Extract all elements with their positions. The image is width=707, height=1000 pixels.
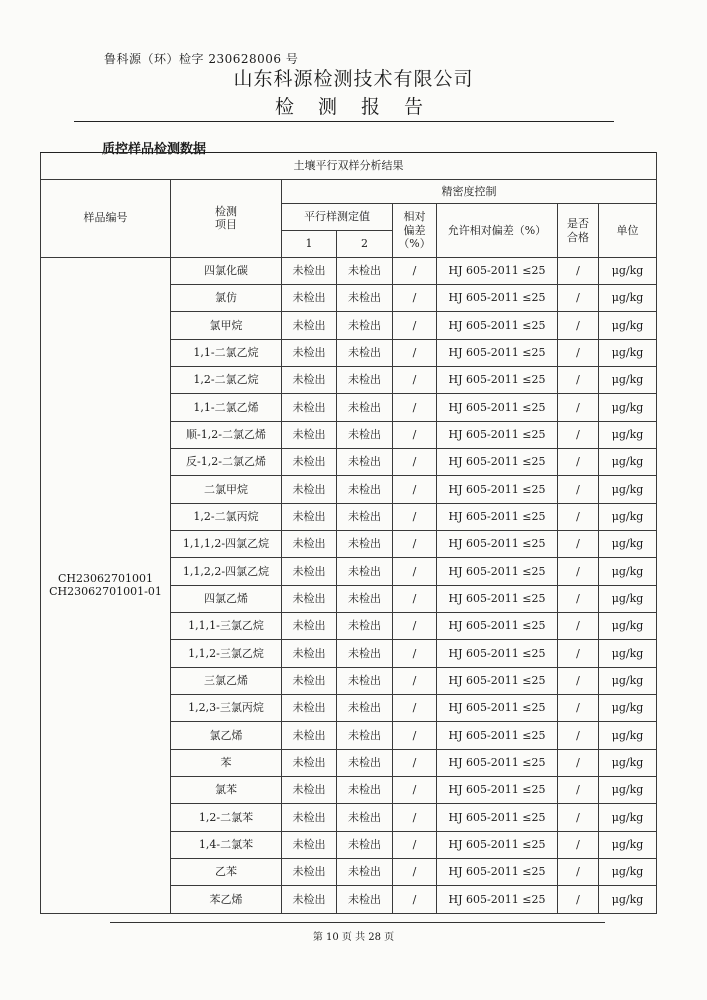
row-relative-deviation: /	[393, 831, 437, 858]
row-value-2: 未检出	[337, 749, 393, 776]
company-name: 山东科源检测技术有限公司	[233, 68, 474, 90]
row-item: 1,1,1-三氯乙烷	[171, 613, 282, 640]
row-item: 1,2-二氯苯	[171, 804, 282, 831]
row-value-2: 未检出	[337, 285, 393, 312]
row-allowed-deviation: HJ 605-2011 ≤25	[437, 558, 558, 585]
row-value-2: 未检出	[337, 667, 393, 694]
row-pass: /	[558, 667, 599, 694]
qc-data-table	[40, 152, 657, 914]
row-relative-deviation: /	[393, 886, 437, 914]
row-item: 1,1,2,2-四氯乙烷	[171, 558, 282, 585]
row-allowed-deviation: HJ 605-2011 ≤25	[437, 613, 558, 640]
header-pass: 是否 合格	[558, 204, 599, 257]
row-pass: /	[558, 613, 599, 640]
row-pass: /	[558, 476, 599, 503]
row-allowed-deviation: HJ 605-2011 ≤25	[437, 257, 558, 284]
row-pass: /	[558, 749, 599, 776]
row-value-1: 未检出	[282, 804, 337, 831]
row-unit: μg/kg	[599, 421, 657, 448]
row-allowed-deviation: HJ 605-2011 ≤25	[437, 777, 558, 804]
row-item: 1,1,1,2-四氯乙烷	[171, 531, 282, 558]
row-relative-deviation: /	[393, 667, 437, 694]
row-pass: /	[558, 804, 599, 831]
row-relative-deviation: /	[393, 585, 437, 612]
row-unit: μg/kg	[599, 531, 657, 558]
row-value-2: 未检出	[337, 585, 393, 612]
row-value-1: 未检出	[282, 749, 337, 776]
row-value-1: 未检出	[282, 831, 337, 858]
row-item: 1,1-二氯乙烯	[171, 394, 282, 421]
row-value-2: 未检出	[337, 640, 393, 667]
row-value-2: 未检出	[337, 886, 393, 914]
section-title: 质控样品检测数据	[102, 142, 207, 157]
row-unit: μg/kg	[599, 394, 657, 421]
row-value-2: 未检出	[337, 367, 393, 394]
row-unit: μg/kg	[599, 886, 657, 914]
header-relative-deviation: 相对 偏差 （%）	[393, 204, 437, 257]
row-relative-deviation: /	[393, 804, 437, 831]
row-unit: μg/kg	[599, 503, 657, 530]
row-pass: /	[558, 585, 599, 612]
row-value-2: 未检出	[337, 312, 393, 339]
row-allowed-deviation: HJ 605-2011 ≤25	[437, 722, 558, 749]
row-value-2: 未检出	[337, 339, 393, 366]
row-unit: μg/kg	[599, 804, 657, 831]
row-relative-deviation: /	[393, 449, 437, 476]
header-allowed-deviation: 允许相对偏差（%）	[437, 204, 558, 257]
row-unit: μg/kg	[599, 449, 657, 476]
row-item: 氯甲烷	[171, 312, 282, 339]
row-item: 二氯甲烷	[171, 476, 282, 503]
row-pass: /	[558, 503, 599, 530]
row-allowed-deviation: HJ 605-2011 ≤25	[437, 585, 558, 612]
row-unit: μg/kg	[599, 667, 657, 694]
row-relative-deviation: /	[393, 339, 437, 366]
row-item: 乙苯	[171, 859, 282, 886]
row-value-2: 未检出	[337, 859, 393, 886]
row-item: 顺-1,2-二氯乙烯	[171, 421, 282, 448]
row-allowed-deviation: HJ 605-2011 ≤25	[437, 640, 558, 667]
row-allowed-deviation: HJ 605-2011 ≤25	[437, 503, 558, 530]
row-item: 1,2-二氯乙烷	[171, 367, 282, 394]
row-pass: /	[558, 312, 599, 339]
row-unit: μg/kg	[599, 257, 657, 284]
row-relative-deviation: /	[393, 749, 437, 776]
row-item: 四氯化碳	[171, 257, 282, 284]
row-value-1: 未检出	[282, 312, 337, 339]
row-value-1: 未检出	[282, 394, 337, 421]
row-item: 1,2,3-三氯丙烷	[171, 695, 282, 722]
row-item: 反-1,2-二氯乙烯	[171, 449, 282, 476]
row-unit: μg/kg	[599, 777, 657, 804]
row-item: 1,1-二氯乙烷	[171, 339, 282, 366]
row-allowed-deviation: HJ 605-2011 ≤25	[437, 367, 558, 394]
row-allowed-deviation: HJ 605-2011 ≤25	[437, 312, 558, 339]
row-item: 三氯乙烯	[171, 667, 282, 694]
row-pass: /	[558, 558, 599, 585]
header-precision-control: 精密度控制	[282, 179, 657, 204]
row-relative-deviation: /	[393, 722, 437, 749]
row-value-1: 未检出	[282, 339, 337, 366]
row-value-1: 未检出	[282, 257, 337, 284]
header-item: 检测 项目	[171, 179, 282, 257]
header-col-2: 2	[337, 231, 393, 258]
row-item: 氯苯	[171, 777, 282, 804]
row-value-1: 未检出	[282, 859, 337, 886]
row-pass: /	[558, 339, 599, 366]
row-value-1: 未检出	[282, 476, 337, 503]
row-value-1: 未检出	[282, 640, 337, 667]
row-allowed-deviation: HJ 605-2011 ≤25	[437, 394, 558, 421]
row-value-1: 未检出	[282, 613, 337, 640]
row-item: 氯仿	[171, 285, 282, 312]
row-allowed-deviation: HJ 605-2011 ≤25	[437, 421, 558, 448]
row-value-2: 未检出	[337, 777, 393, 804]
row-relative-deviation: /	[393, 257, 437, 284]
row-value-1: 未检出	[282, 585, 337, 612]
row-pass: /	[558, 367, 599, 394]
row-unit: μg/kg	[599, 339, 657, 366]
row-pass: /	[558, 531, 599, 558]
row-value-2: 未检出	[337, 804, 393, 831]
row-pass: /	[558, 859, 599, 886]
row-relative-deviation: /	[393, 503, 437, 530]
row-value-1: 未检出	[282, 503, 337, 530]
sample-id-cell: CH23062701001 CH23062701001-01	[41, 257, 171, 913]
row-unit: μg/kg	[599, 312, 657, 339]
row-allowed-deviation: HJ 605-2011 ≤25	[437, 859, 558, 886]
row-relative-deviation: /	[393, 777, 437, 804]
row-pass: /	[558, 695, 599, 722]
table-caption: 土壤平行双样分析结果	[41, 153, 657, 180]
row-pass: /	[558, 421, 599, 448]
row-value-2: 未检出	[337, 531, 393, 558]
row-unit: μg/kg	[599, 831, 657, 858]
row-value-1: 未检出	[282, 667, 337, 694]
row-value-1: 未检出	[282, 695, 337, 722]
row-item: 四氯乙烯	[171, 585, 282, 612]
row-value-2: 未检出	[337, 476, 393, 503]
row-pass: /	[558, 722, 599, 749]
row-relative-deviation: /	[393, 531, 437, 558]
row-unit: μg/kg	[599, 640, 657, 667]
row-relative-deviation: /	[393, 558, 437, 585]
row-relative-deviation: /	[393, 859, 437, 886]
row-pass: /	[558, 394, 599, 421]
row-unit: μg/kg	[599, 859, 657, 886]
row-unit: μg/kg	[599, 558, 657, 585]
row-relative-deviation: /	[393, 421, 437, 448]
row-value-2: 未检出	[337, 613, 393, 640]
row-allowed-deviation: HJ 605-2011 ≤25	[437, 476, 558, 503]
row-allowed-deviation: HJ 605-2011 ≤25	[437, 831, 558, 858]
table-row	[41, 257, 657, 284]
row-pass: /	[558, 831, 599, 858]
row-value-2: 未检出	[337, 257, 393, 284]
row-relative-deviation: /	[393, 613, 437, 640]
row-value-1: 未检出	[282, 558, 337, 585]
row-allowed-deviation: HJ 605-2011 ≤25	[437, 804, 558, 831]
row-pass: /	[558, 777, 599, 804]
row-value-2: 未检出	[337, 421, 393, 448]
row-item: 氯乙烯	[171, 722, 282, 749]
row-value-1: 未检出	[282, 722, 337, 749]
row-unit: μg/kg	[599, 585, 657, 612]
row-unit: μg/kg	[599, 476, 657, 503]
report-number: 鲁科源（环）检字 230628006 号	[104, 52, 299, 66]
row-allowed-deviation: HJ 605-2011 ≤25	[437, 749, 558, 776]
row-value-2: 未检出	[337, 831, 393, 858]
row-unit: μg/kg	[599, 722, 657, 749]
row-relative-deviation: /	[393, 367, 437, 394]
row-item: 苯	[171, 749, 282, 776]
header-parallel-values: 平行样测定值	[282, 204, 393, 231]
row-relative-deviation: /	[393, 695, 437, 722]
row-value-2: 未检出	[337, 503, 393, 530]
row-pass: /	[558, 449, 599, 476]
row-value-1: 未检出	[282, 449, 337, 476]
row-allowed-deviation: HJ 605-2011 ≤25	[437, 695, 558, 722]
row-value-2: 未检出	[337, 449, 393, 476]
row-allowed-deviation: HJ 605-2011 ≤25	[437, 449, 558, 476]
row-unit: μg/kg	[599, 613, 657, 640]
row-item: 1,2-二氯丙烷	[171, 503, 282, 530]
row-value-1: 未检出	[282, 421, 337, 448]
row-value-2: 未检出	[337, 722, 393, 749]
header-rule	[74, 121, 614, 122]
row-value-2: 未检出	[337, 695, 393, 722]
row-unit: μg/kg	[599, 749, 657, 776]
row-unit: μg/kg	[599, 367, 657, 394]
row-value-1: 未检出	[282, 777, 337, 804]
row-value-1: 未检出	[282, 367, 337, 394]
row-pass: /	[558, 257, 599, 284]
row-relative-deviation: /	[393, 285, 437, 312]
row-pass: /	[558, 886, 599, 914]
header-unit: 单位	[599, 204, 657, 257]
row-value-2: 未检出	[337, 394, 393, 421]
row-pass: /	[558, 640, 599, 667]
row-value-1: 未检出	[282, 285, 337, 312]
row-relative-deviation: /	[393, 312, 437, 339]
row-item: 苯乙烯	[171, 886, 282, 914]
row-value-1: 未检出	[282, 886, 337, 914]
row-allowed-deviation: HJ 605-2011 ≤25	[437, 886, 558, 914]
row-item: 1,1,2-三氯乙烷	[171, 640, 282, 667]
report-title: 检 测 报 告	[274, 96, 433, 118]
row-pass: /	[558, 285, 599, 312]
row-allowed-deviation: HJ 605-2011 ≤25	[437, 531, 558, 558]
row-relative-deviation: /	[393, 640, 437, 667]
row-item: 1,4-二氯苯	[171, 831, 282, 858]
row-value-1: 未检出	[282, 531, 337, 558]
row-relative-deviation: /	[393, 476, 437, 503]
row-unit: μg/kg	[599, 695, 657, 722]
footer-rule	[110, 922, 605, 923]
row-relative-deviation: /	[393, 394, 437, 421]
row-unit: μg/kg	[599, 285, 657, 312]
header-col-1: 1	[282, 231, 337, 258]
header-sample-id: 样品编号	[41, 179, 171, 257]
row-allowed-deviation: HJ 605-2011 ≤25	[437, 339, 558, 366]
page-number: 第 10 页 共 28 页	[312, 932, 395, 943]
row-allowed-deviation: HJ 605-2011 ≤25	[437, 667, 558, 694]
row-allowed-deviation: HJ 605-2011 ≤25	[437, 285, 558, 312]
row-value-2: 未检出	[337, 558, 393, 585]
